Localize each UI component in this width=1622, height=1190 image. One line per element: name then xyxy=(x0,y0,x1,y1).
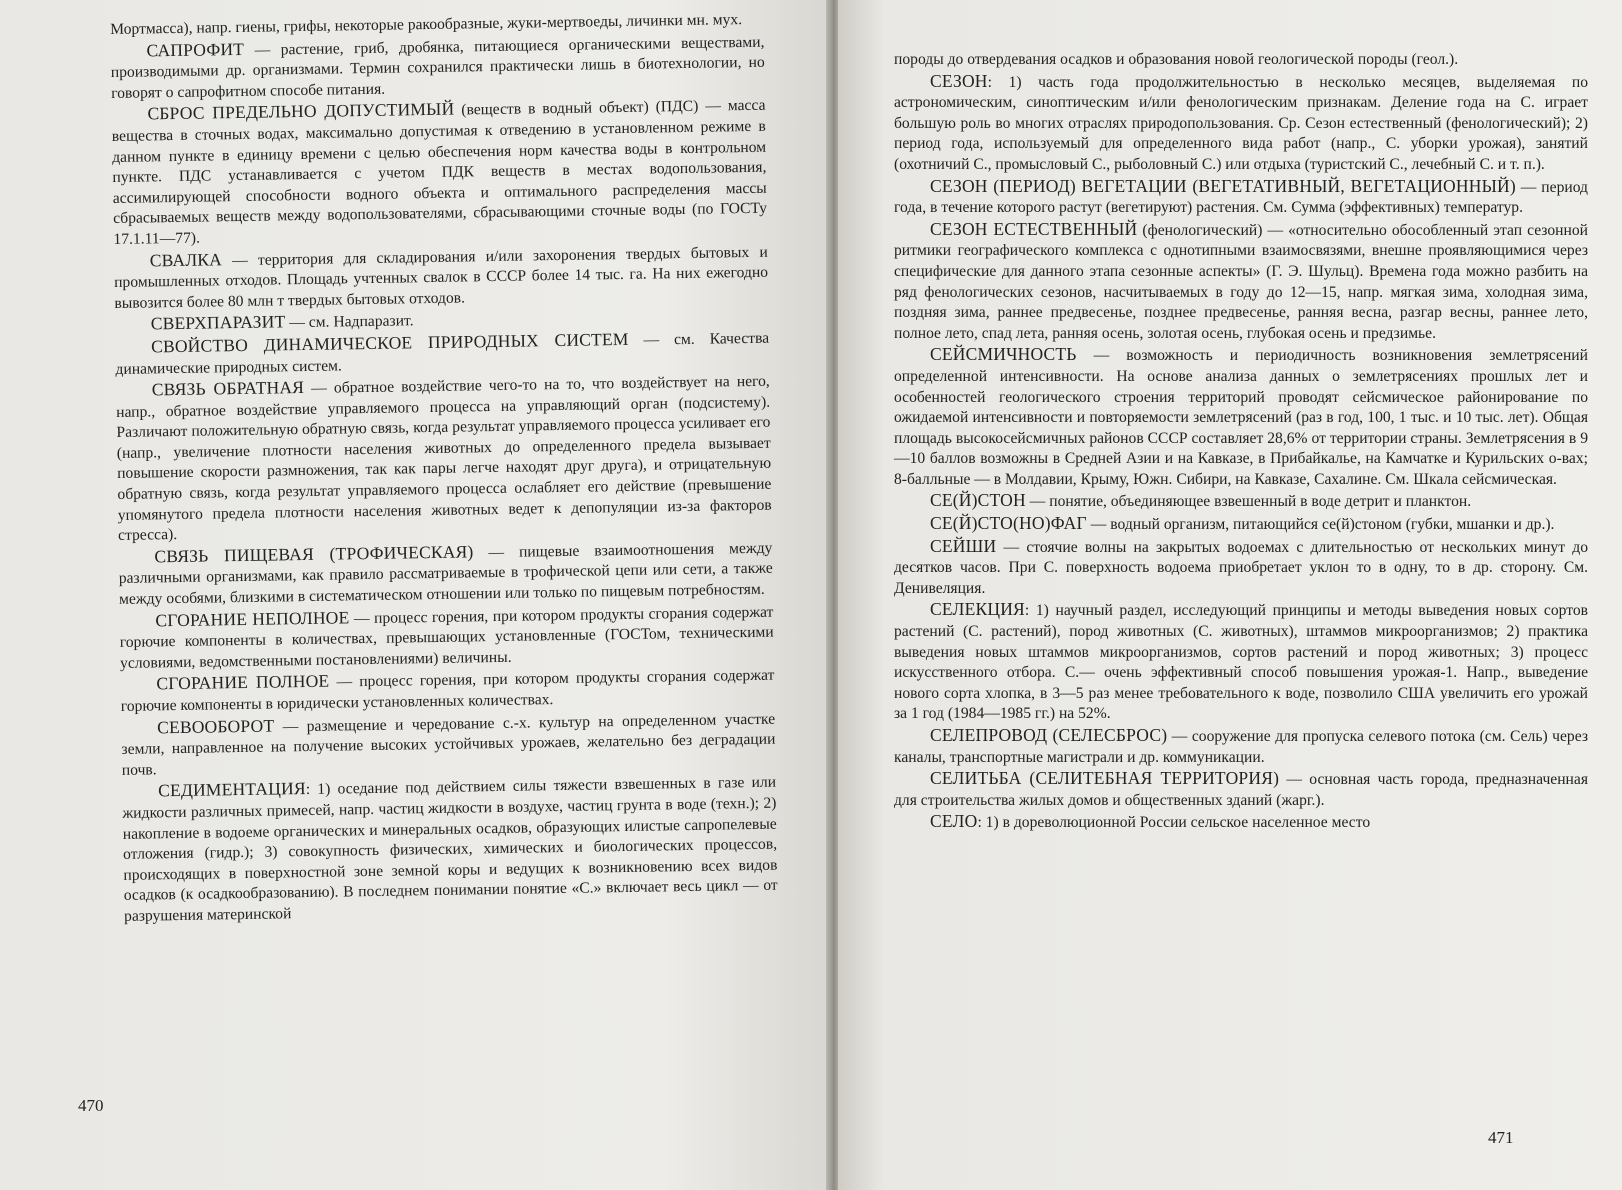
entry-headword: СЕ(Й)СТО(НО)ФАГ xyxy=(930,513,1087,534)
entry-text: — см. Надпаразит. xyxy=(285,312,414,332)
entry-text: — понятие, объединяющее взвешенный в воде детрит и планктон. xyxy=(1025,493,1472,511)
dictionary-entry xyxy=(894,725,1588,768)
page-number: 471 xyxy=(1488,1128,1514,1147)
dictionary-entry xyxy=(121,707,776,781)
entry-headword: СЕЙСМИЧНОСТЬ xyxy=(930,344,1077,365)
dictionary-entry xyxy=(118,537,773,611)
entry-text: — стоячие волны на закрытых водоемах с длительностью от нескольких минут до десятков часов. При С. поверхность водоема приобретает уклон то в одну, то в др. сторону. См. Денивеляция. xyxy=(894,538,1588,597)
entry-text: — процесс горения, при котором продукты сгорания содержат горючие компоненты в количествах, превышающих установленные (ГОСТом, техническими условиями, ведомственными постановлениями) величины. xyxy=(119,603,774,672)
entry-text: (фенологический) — «относительно обособленный этап сезонной ритмики географического комплекса с однотипными взаимосвязями, внешне проявляющимися через специфические для данного этапа сезонные аспекты» (Г. Э. Шульц). Времена года можно разбить на ряд фенологических сезонов, насчитываемых в году до 12—15, напр. мягкая зима, холодная зима, поздняя зима, раннее предвесенье, позднее предвесенье, ранняя весна, разгар весны, раннее лето, полное лето, спад лета, ранняя осень, золотая осень, глубокая осень и предзимье. xyxy=(894,221,1589,342)
entry-text: — пищевые взаимоотношения между различными организмами, как правило рассматриваемые в трофической цепи или сети, а также между особями, близкими в систематическом отношении или только по пищевым потребностям. xyxy=(118,539,773,608)
entry-headword: СВЯЗЬ ОБРАТНАЯ xyxy=(151,377,305,400)
entry-headword: СЕЛИТЬБА (СЕЛИТЕБНАЯ ТЕРРИТОРИЯ) xyxy=(930,768,1280,789)
dictionary-entry xyxy=(894,490,1588,513)
entry-text: — возможность и периодичность возникновения землетрясений определенной интенсивности. На основе анализа данных о землетрясениях прошлых лет и особенностей геологического строения территорий проводят сейсмическое районирование по ожидаемой интенсивности и повторяемости землетрясений (раз в год, 100, 1 тыс. и 10 тыс. лет). Общая площадь высокосейсмичных районов СССР составляет 28,6% от территории страны. Землетрясения в 9—10 баллов возможны в Средней Азии и на Кавказе, в Прибайкалье, на Камчатке и Курильских о-вах; 8-балльные — в Молдавии, Крыму, Южн. Сибири, на Кавказе, Сахалине. См. Шкала сейсмическая. xyxy=(894,347,1588,488)
dictionary-entry xyxy=(894,219,1588,345)
entry-headword: СЕЛЕКЦИЯ xyxy=(930,599,1025,620)
entry-headword: СЕЙШИ xyxy=(930,535,997,556)
dictionary-entry xyxy=(894,176,1588,219)
right-text-column xyxy=(894,50,1588,834)
dictionary-entry xyxy=(114,240,769,314)
dictionary-entry xyxy=(110,30,765,104)
entry-text: — период года, в течение которого растут (вегетируют) растения. См. Сумма (эффективных) температур. xyxy=(894,178,1588,217)
dictionary-entry xyxy=(894,536,1588,600)
entry-text: : 1) оседание под действием силы тяжести взвешенных в газе или жидкости различных примесей, напр. частиц жидкости в воздухе, частиц грунта в воде (техн.); 2) накопление в водоеме органических и минеральных осадков, образующих илистые сапропелевые отложения (гидр.); 3) совокупность физических, химических и биологических процессов, происходящих в поверхностной зоне земной коры и ведущих к возникновению всех видов осадков (к осадкообразованию). В последнем понимании понятие «С.» включает весь цикл — от разрушения материнской xyxy=(122,774,778,925)
dictionary-entry xyxy=(894,599,1588,725)
entry-text: — процесс горения, при котором продукты сгорания содержат горючие компоненты в юридически установленных количествах. xyxy=(120,667,775,715)
right-page xyxy=(838,0,1622,1190)
entry-headword: СВАЛКА xyxy=(149,248,223,270)
entry-text: — размещение и чередование с.-х. культур на определенном участке земли, направленное на получение высоких устойчивых урожаев, желательно без деградации почв. xyxy=(121,710,776,779)
entry-headword: СГОРАНИЕ ПОЛНОЕ xyxy=(156,671,330,694)
entry-headword: СВЯЗЬ ПИЩЕВАЯ (ТРОФИЧЕСКАЯ) xyxy=(154,541,474,567)
entry-text: — растение, гриб, дробянка, питающиеся органическими веществами, производимыми др. организмами. Термин сохранился практически лишь в биотехнологии, но говорят о сапрофитном способе питания. xyxy=(110,33,765,102)
entry-text: — сооружение для пропуска селевого потока (см. Сель) через каналы, транспортные магистрали и др. коммуникации. xyxy=(894,728,1588,766)
entry-text: (веществ в водный объект) (ПДС) — масса вещества в сточных водах, максимально допустимая к отведению в установленном режиме в данном пункте в единицу времени с целью обеспечения норм качества воды в контрольном пункте. ПДС устанавливается с учетом ПДК веществ в местах водопользования, ассимилирующей способности водного объекта и оптимального распределения массы сбрасываемых веществ между водопользователями, сбрасывающими сточные воды (по ГОСТу 17.1.11—77). xyxy=(111,97,768,248)
entry-headword: СВОЙСТВО ДИНАМИЧЕСКОЕ ПРИРОДНЫХ СИСТЕМ xyxy=(150,328,629,357)
dictionary-entry xyxy=(122,771,778,927)
entry-headword: СВЕРХПАРАЗИТ xyxy=(150,311,286,334)
entry-headword: СЕ(Й)СТОН xyxy=(930,490,1026,511)
entry-text: породы до отвердевания осадков и образования новой геологической породы (геол.). xyxy=(894,51,1459,68)
entry-text: — водный организм, питающийся се(й)стоном (губки, мшанки и др.). xyxy=(1086,516,1555,534)
entry-headword: СЕЛО xyxy=(930,811,978,832)
entry-text: — см. Качества динамические природных систем. xyxy=(115,329,770,378)
dictionary-entry xyxy=(894,768,1588,811)
entry-headword: СЕДИМЕНТАЦИЯ xyxy=(157,778,306,801)
entry-text: : 1) научный раздел, исследующий принципы и методы выведения новых сортов растений (С. растений), пород животных (С. животных), штаммов микроорганизмов; 2) практика выведения новых штаммов микроорганизмов, сортов растений и пород животных; 3) процесс искусственного отбора. С.— очень эффективный способ повышения урожая-1. Напр., выведение нового сорта хлопка, в 3—5 раз менее требовательного к воде, позволило США увеличить его урожай за 1 год (1984—1985 гг.) на 52%. xyxy=(894,602,1588,723)
dictionary-entry xyxy=(111,94,767,250)
entry-headword: СБРОС ПРЕДЕЛЬНО ДОПУСТИМЫЙ xyxy=(147,98,455,124)
entry-headword: СЕЗОН ЕСТЕСТВЕННЫЙ xyxy=(930,218,1138,239)
entry-text: — основная часть города, предназначенная для строительства жилых домов и общественных зданий (жарг.). xyxy=(894,771,1588,809)
dictionary-entry xyxy=(116,370,773,547)
entry-text: Мортмасса), напр. гиены, грифы, некоторые ракообразные, жуки-мертвоеды, личинки мн. мух. xyxy=(110,11,743,38)
entry-headword: СЕЗОН (ПЕРИОД) ВЕГЕТАЦИИ (ВЕГЕТАТИВНЫЙ, ВЕГЕТАЦИОННЫЙ) xyxy=(930,175,1516,196)
entry-text: : 1) в дореволюционной России сельское населенное место xyxy=(977,814,1371,832)
entry-headword: СЕЗОН xyxy=(930,70,988,91)
entry-headword: СЕВООБОРОТ xyxy=(156,715,275,737)
entry-headword: СГОРАНИЕ НЕПОЛНОЕ xyxy=(155,606,350,630)
dictionary-entry xyxy=(894,344,1588,490)
dictionary-entry xyxy=(894,811,1588,834)
dictionary-entry xyxy=(894,513,1588,536)
entry-text: : 1) часть года продолжительностью в несколько месяцев, выделяемая по астрономическим, синоптическим и/или фенологическим признакам. Деление года на С. играет большую роль во многих отраслях природопользования. Ср. Сезон естественный (фенологический); 2) период года, используемый для определенного вида работ (напр., С. уборки урожая), занятий (охотничий С., промысловый С., рыболовный С.) или отдыха (туристский С., лечебный С. и т. п.). xyxy=(894,73,1588,173)
entry-text: — обратное воздействие чего-то на то, что воздействует на него, напр., обратное воздействие управляемого процесса на управляющий орган (подсистему). Различают положительную обратную связь, когда результат управляемого процесса усиливает его (напр., увеличение плотности населения животных до определенного предела вызывает повышение скорости размножения, так как пары легче находят друг друга), и отрицательную обратную связь, когда результат управляемого процесса ослабляет его действие (превышение упомянутого предела плотности населения животных ведет к депопуляции из-за факторов стресса). xyxy=(116,372,772,545)
entry-headword: САПРОФИТ xyxy=(146,38,245,61)
dictionary-entry xyxy=(894,71,1588,176)
entry-text: — территория для складирования и/или захоронения твердых бытовых и промышленных отходов. Площадь учтенных свалок в СССР более 14 тыс. га. На них ежегодно вывозится более 80 млн т твердых бытовых отходов. xyxy=(113,243,769,312)
page-number: 470 xyxy=(78,1096,104,1115)
continued-text xyxy=(894,50,1588,71)
left-text-column xyxy=(110,10,778,928)
dictionary-entry xyxy=(119,600,774,674)
entry-headword: СЕЛЕПРОВОД (СЕЛЕСБРОС) xyxy=(930,725,1168,745)
